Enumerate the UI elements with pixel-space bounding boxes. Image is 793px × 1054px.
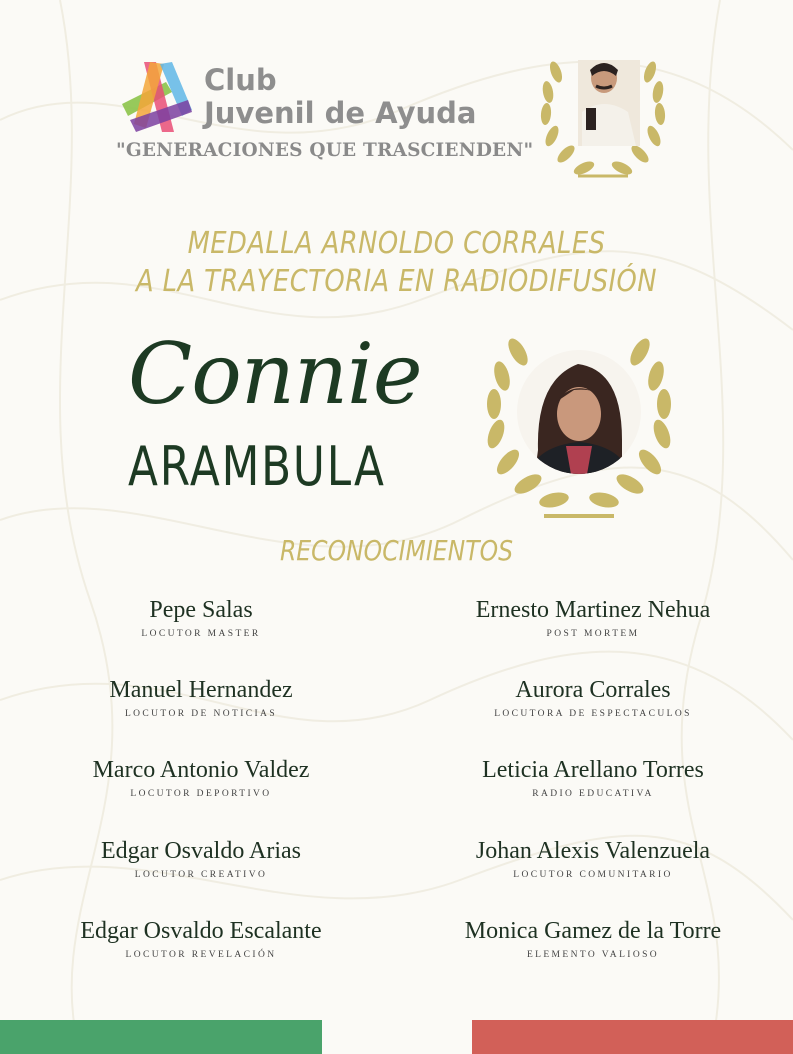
award-category: LOCUTOR REVELACIÓN xyxy=(125,950,277,960)
award-category: LOCUTOR MASTER xyxy=(141,629,261,639)
award-category: RADIO EDUCATIVA xyxy=(532,789,654,799)
award-item xyxy=(21,917,381,960)
award-name: Aurora Corrales xyxy=(515,677,671,703)
award-item xyxy=(21,676,381,719)
award-name: Marco Antonio Valdez xyxy=(92,757,310,783)
club-name-line1: Club xyxy=(204,63,277,97)
award-name: Monica Gamez de la Torre xyxy=(464,918,722,944)
founder-laurel-portrait xyxy=(528,42,678,184)
medal-title-line2: A LA TRAYECTORIA EN RADIODIFUSIÓN xyxy=(135,264,658,299)
award-name: Leticia Arellano Torres xyxy=(482,757,704,783)
club-logo xyxy=(116,58,194,136)
award-category: LOCUTOR DEPORTIVO xyxy=(130,789,272,799)
award-item xyxy=(21,756,381,799)
award-category: LOCUTOR CREATIVO xyxy=(134,870,268,880)
award-category: LOCUTOR COMUNITARIO xyxy=(513,870,673,880)
award-name: Edgar Osvaldo Arias xyxy=(101,838,301,864)
flag-red-bar xyxy=(472,1020,793,1054)
club-name-line2: Juvenil de Ayuda xyxy=(204,96,477,130)
flag-green-bar xyxy=(0,1020,322,1054)
recognitions-title: RECONOCIMIENTOS xyxy=(279,534,514,567)
award-category: LOCUTORA DE ESPECTACULOS xyxy=(494,709,692,719)
award-name: Edgar Osvaldo Escalante xyxy=(80,918,322,944)
award-item xyxy=(413,837,773,880)
award-item xyxy=(21,596,381,639)
club-slogan: "GENERACIONES QUE TRASCIENDEN" xyxy=(116,140,534,161)
award-name: Pepe Salas xyxy=(149,597,253,623)
honoree-last-name: ARAMBULA xyxy=(128,435,386,498)
award-item xyxy=(413,917,773,960)
award-item xyxy=(413,596,773,639)
award-name: Johan Alexis Valenzuela xyxy=(475,838,711,864)
medal-title-line1: MEDALLA ARNOLDO CORRALES xyxy=(187,226,606,261)
award-name: Ernesto Martinez Nehua xyxy=(475,597,711,623)
award-category: LOCUTOR DE NOTICIAS xyxy=(124,709,278,719)
award-category: ELEMENTO VALIOSO xyxy=(526,950,660,960)
honoree-laurel-portrait xyxy=(474,330,684,525)
award-item xyxy=(413,756,773,799)
award-item xyxy=(21,837,381,880)
award-category: POST MORTEM xyxy=(546,629,640,639)
honoree-first-name: Connie xyxy=(128,325,422,423)
award-name: Manuel Hernandez xyxy=(109,677,293,703)
award-item xyxy=(413,676,773,719)
club-name xyxy=(204,64,476,130)
